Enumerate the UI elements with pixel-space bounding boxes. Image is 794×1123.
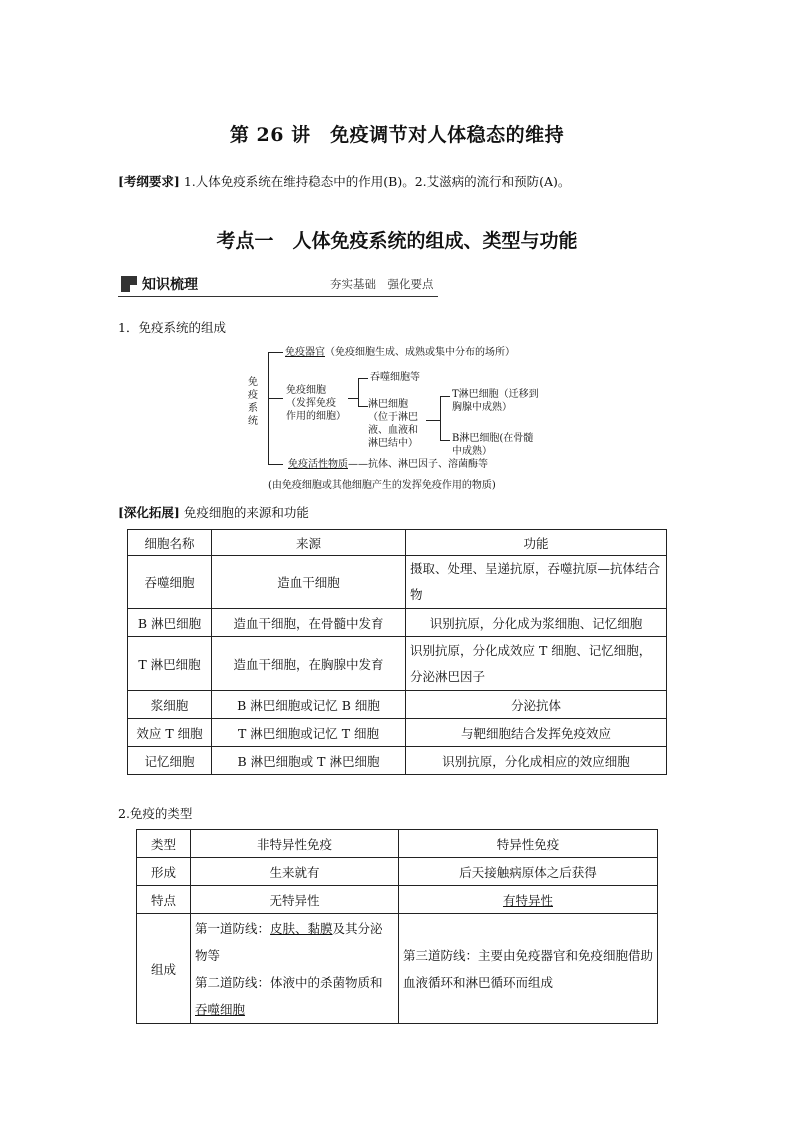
tree-bracket-root [268,352,269,464]
tree-branch [358,406,368,407]
tree-branch [268,352,283,353]
section-square-icon [121,276,137,292]
text-segment: 第二道防线：体液中的杀菌物质和 [195,974,383,990]
page-title: 第 26 讲 免疫调节对人体稳态的维持 [229,124,565,146]
table-row [137,886,658,914]
tree-root [248,376,258,428]
specific-composition: 第三道防线：主要由免疫器官和免疫细胞借助血液循环和淋巴循环而组成 [399,914,658,1024]
table-cell: 造血干细胞，在骨髓中发育 [212,609,406,637]
tree-branch [426,420,440,421]
table-cell: 生来就有 [191,858,399,886]
table-cell: 分泌抗体 [406,691,667,719]
table-cell: 识别抗原，分化成相应的效应细胞 [406,747,667,775]
tree-branch [268,398,283,399]
table-row [128,609,667,637]
table-cell: T 淋巴细胞 [128,637,212,691]
tree-branch [358,378,368,379]
table-cell: 摄取、处理、呈递抗原，吞噬抗原—抗体结合物 [406,556,667,609]
deep-text: 免疫细胞的来源和功能 [183,505,309,520]
table-cell: 后天接触病原体之后获得 [399,858,658,886]
b-cell-line: 中成熟） [452,446,492,457]
table-row [128,556,667,609]
tree-bracket-cell [358,378,359,406]
tree-branch [440,396,450,397]
tree-root-char: 疫 [248,390,258,401]
table-row [137,914,658,1024]
tree-bracket-lymph [440,396,441,440]
text-segment: 及其分泌物等 [195,920,383,963]
table-row [128,719,667,747]
active-label: 免疫活性物质 [288,459,348,470]
table-cell: B 淋巴细胞 [128,609,212,637]
text-segment: 第一道防线： [195,920,271,936]
t-cell-line: T淋巴细胞（迁移到 [452,389,539,400]
tree-active [288,458,488,471]
table-cell: 效应 T 细胞 [128,719,212,747]
lymph-line: 淋巴细胞 [368,399,408,410]
table-row [128,530,667,556]
phagocyte-label: 吞噬细胞等 [370,372,420,383]
table-cell: 形成 [137,858,191,886]
table-cell: B 淋巴细胞或 T 淋巴细胞 [212,747,406,775]
exam-requirement [118,172,570,190]
immunity-type-table [136,829,658,1024]
requirement-label: [考纲要求] [118,174,180,189]
tree-branch [440,440,450,441]
table-header: 特异性免疫 [399,830,658,858]
cell-label: 免疫细胞 [286,385,326,396]
t-cell-line: 胸腺中成熟） [452,402,512,413]
table-row [128,747,667,775]
organ-label: 免疫器官 [285,347,325,358]
deep-expand [118,503,309,521]
tree-cell [286,384,346,423]
cell-note: （发挥免疫 [286,398,336,409]
table-cell: 识别抗原，分化成为浆细胞、记忆细胞 [406,609,667,637]
table-cell: 识别抗原，分化成效应 T 细胞、记忆细胞，分泌淋巴因子 [406,637,667,691]
tree-branch [268,464,283,465]
table-header: 非特异性免疫 [191,830,399,858]
tree-root-char: 统 [248,416,258,427]
knowledge-title: 知识梳理 [142,277,198,293]
text-segment: 皮肤、黏膜 [270,920,333,936]
table-cell: B 淋巴细胞或记忆 B 细胞 [212,691,406,719]
tree-root-char: 免 [248,377,258,388]
deep-label: [深化拓展] [118,505,180,520]
section2-heading: 2.免疫的类型 [118,806,193,821]
table-cell: 造血干细胞 [212,556,406,609]
tree-lymph [368,398,418,450]
immune-cell-table [127,529,667,775]
table-cell: 造血干细胞，在胸腺中发育 [212,637,406,691]
organ-note: （免疫细胞生成、成熟或集中分布的场所） [325,347,515,358]
section1-heading: 1．免疫系统的组成 [118,320,226,335]
table-row [128,637,667,691]
b-cell-line: B淋巴细胞(在骨髓 [452,433,534,444]
table-cell: 吞噬细胞 [128,556,212,609]
table-cell: 组成 [137,914,191,1024]
knowledge-header [118,272,438,297]
requirement-text: 1.人体免疫系统在维持稳态中的作用(B)。2.艾滋病的流行和预防(A)。 [183,174,571,189]
table-cell: 记忆细胞 [128,747,212,775]
table-row [128,691,667,719]
tree-branch [348,398,358,399]
table-header: 细胞名称 [128,530,212,556]
t-cell-node [452,388,539,414]
lymph-line: （位于淋巴 [368,412,418,423]
table-cell: 与靶细胞结合发挥免疫效应 [406,719,667,747]
lymph-line: 淋巴结中） [368,438,418,449]
table-cell: T 淋巴细胞或记忆 T 细胞 [212,719,406,747]
lymph-line: 液、血液和 [368,425,418,436]
table-cell: 无特异性 [191,886,399,914]
knowledge-subtitle: 夯实基础 强化要点 [330,277,434,291]
text-segment: 吞噬细胞 [195,1001,246,1017]
active-note: ——抗体、淋巴因子、溶菌酶等 [348,459,488,470]
tree-root-char: 系 [248,403,258,414]
table-header: 功能 [406,530,667,556]
table-header: 来源 [212,530,406,556]
table-row [137,830,658,858]
tree-organ [285,346,515,359]
active-source: (由免疫细胞或其他细胞产生的发挥免疫作用的物质) [268,480,496,491]
point-title: 考点一 人体免疫系统的组成、类型与功能 [216,230,578,252]
b-cell-node [452,432,533,458]
table-cell: 有特异性 [399,886,658,914]
table-header: 类型 [137,830,191,858]
cell-note: 作用的细胞） [286,411,346,422]
table-row [137,858,658,886]
table-cell: 特点 [137,886,191,914]
nonspecific-composition [191,914,399,1024]
table-cell: 浆细胞 [128,691,212,719]
